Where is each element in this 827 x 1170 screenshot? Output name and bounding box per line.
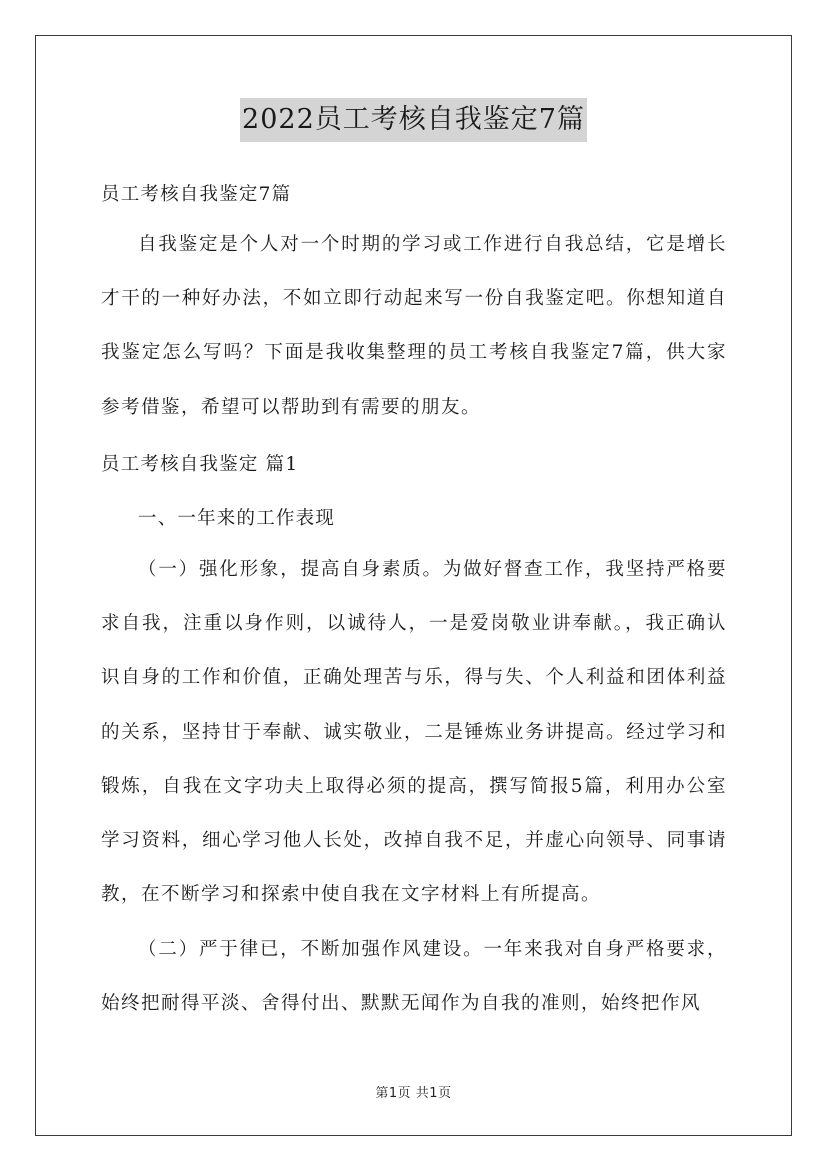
- section-one-heading: 一、一年来的工作表现: [138, 508, 336, 529]
- paragraph-two: （二）严于律已，不断加强作风建设。一年来我对自身严格要求，始终把耐得平淡、舍得付出、默默无闻作为自我的准则，始终把作风: [101, 939, 727, 1015]
- document-title: 2022员工考核自我鉴定7篇: [240, 98, 587, 142]
- document-subtitle: 员工考核自我鉴定7篇: [101, 184, 292, 205]
- paragraph-one: （一）强化形象，提高自身素质。为做好督查工作，我坚持严格要求自我，注重以身作则，以诚待人，一是爱岗敬业讲奉献。，我正确认识自身的工作和价值，正确处理苦与乐，得与失、个人利益和团体利益的关系，坚持甘于奉献、诚实敬业，二是锤炼业务讲提高。经过学习和锻炼，自我在文字功夫上取得必须的提高，撰写简报5篇，利用办公室学习资料，细心学习他人长处，改掉自我不足，并虚心向领导、同事请教，在不断学习和探索中使自我在文字材料上有所提高。: [101, 559, 727, 906]
- intro-paragraph: 自我鉴定是个人对一个时期的学习或工作进行自我总结，它是增长才干的一种好办法，不如立即行动起来写一份自我鉴定吧。你想知道自我鉴定怎么写吗？下面是我收集整理的员工考核自我鉴定7篇，供大家参考借鉴，希望可以帮助到有需要的朋友。: [101, 234, 727, 418]
- title-container: [0, 98, 827, 142]
- section-heading: 员工考核自我鉴定 篇1: [101, 454, 299, 475]
- page-footer: 第1页 共1页: [375, 1086, 452, 1101]
